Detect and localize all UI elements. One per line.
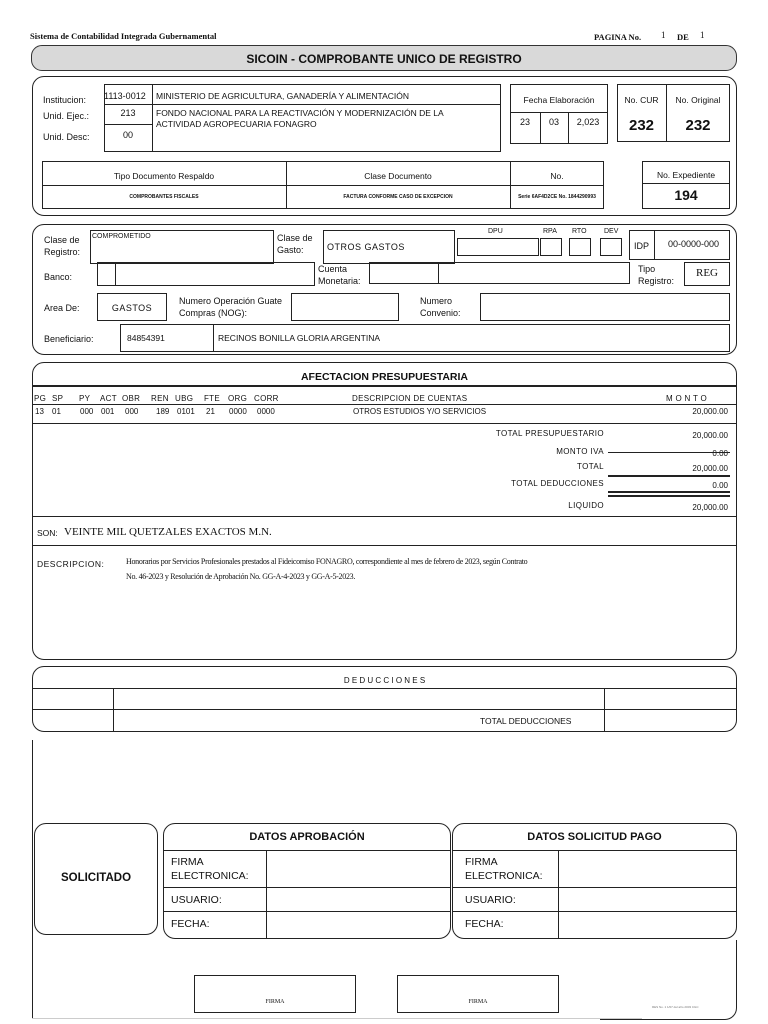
tipo-registro-label: Tipo Registro:: [638, 264, 675, 286]
original-number: 232: [685, 117, 711, 134]
total-label: TOTAL: [576, 462, 604, 471]
convenio-field: [480, 293, 730, 321]
area-value: GASTOS: [111, 303, 153, 313]
fecha-mes: 03: [548, 117, 559, 127]
firma-box-1: [194, 975, 356, 1013]
fecha-dia: 23: [519, 117, 530, 127]
col-header: ACT: [100, 394, 117, 403]
cuenta-field: [369, 262, 630, 284]
total-label: TOTAL DEDUCCIONES: [511, 479, 604, 488]
total-value: 0.00: [712, 449, 728, 458]
page-total: 1: [700, 30, 705, 40]
col-header: UBG: [175, 394, 194, 403]
col-header: FTE: [204, 394, 221, 403]
col-header: ORG: [228, 394, 248, 403]
row-cell: 189: [156, 407, 170, 416]
cur-number: 232: [628, 117, 655, 134]
clase-doc: FACTURA CONFORME CASO DE EXCEPCION: [343, 194, 453, 200]
col-header: PG: [34, 394, 47, 403]
pago-fecha-label: FECHA:: [465, 918, 504, 930]
total-label: LIQUIDO: [568, 501, 604, 510]
aprobacion-firma-label: FIRMA ELECTRONICA:: [171, 856, 249, 882]
row-cell: 0101: [177, 407, 195, 416]
col-header: OBR: [122, 394, 141, 403]
aprobacion-usuario-label: USUARIO:: [171, 894, 222, 906]
afectacion-title: AFECTACION PRESUPUESTARIA: [300, 371, 469, 383]
banco-label: Banco:: [44, 272, 73, 282]
convenio-label: Numero Convenio:: [420, 296, 461, 318]
page-title: SICOIN - COMPROBANTE UNICO DE REGISTRO: [246, 52, 522, 66]
deducciones-title: D E D U C C I O N E S: [343, 676, 426, 685]
total-value: 20,000.00: [692, 431, 728, 440]
aprobacion-fecha-label: FECHA:: [171, 918, 210, 930]
row-cell: 13: [35, 407, 44, 416]
footer-note: RES No. 1 1/07 del año 2003 CGC: [652, 1005, 699, 1009]
row-cell: 20,000.00: [692, 407, 728, 416]
row-cell: 000: [125, 407, 139, 416]
clase-gasto-label: Clase de Gasto:: [277, 233, 313, 255]
clase-doc-label: Clase Documento: [364, 171, 432, 181]
col-header: SP: [52, 394, 64, 403]
nog-label: Numero Operación Guate Compras (NOG):: [179, 296, 283, 318]
col-header: CORR: [254, 394, 279, 403]
firma-label-1: FIRMA: [265, 999, 285, 1005]
beneficiario-label: Beneficiario:: [44, 334, 94, 344]
area-label: Area De:: [44, 303, 80, 313]
rto-label: RTO: [572, 228, 587, 235]
total-value: 0.00: [712, 481, 728, 490]
firma-label-2: FIRMA: [468, 999, 488, 1005]
col-header: REN: [151, 394, 169, 403]
clase-registro-label: Clase de Registro:: [44, 235, 81, 257]
pago-usuario-label: USUARIO:: [465, 894, 516, 906]
row-cell: OTROS ESTUDIOS Y/O SERVICIOS: [353, 407, 487, 416]
total-value: 20,000.00: [692, 503, 728, 512]
system-name: Sistema de Contabilidad Integrada Gubernamental: [30, 31, 217, 41]
son-label: SON:: [37, 528, 58, 538]
page-label: PAGINA No.: [594, 32, 642, 42]
total-label: MONTO IVA: [556, 447, 604, 456]
clase-gasto-value: OTROS GASTOS: [327, 242, 405, 252]
fecha-anio: 2,023: [576, 117, 600, 127]
solicitado-label: SOLICITADO: [60, 872, 132, 884]
aprobacion-title: DATOS APROBACIÓN: [249, 831, 365, 843]
son-value: VEINTE MIL QUETZALES EXACTOS M.N.: [64, 526, 272, 538]
beneficiario-name: RECINOS BONILLA GLORIA ARGENTINA: [218, 333, 381, 343]
col-header: PY: [79, 394, 91, 403]
desc-code: 00: [122, 130, 133, 140]
dpu-field: [457, 238, 539, 256]
desc-label: Unid. Desc:: [43, 132, 90, 142]
page-number: 1: [661, 30, 666, 40]
pago-title: DATOS SOLICITUD PAGO: [527, 831, 662, 843]
rpa-label: RPA: [543, 228, 557, 235]
tipo-registro-value: REG: [696, 267, 718, 279]
institucion-label: Institucion:: [43, 95, 87, 105]
row-cell: 001: [101, 407, 115, 416]
row-cell: 000: [80, 407, 94, 416]
expediente-label: No. Expediente: [656, 170, 716, 180]
deducciones-total-label: TOTAL DEDUCCIONES: [480, 716, 572, 726]
expediente-number: 194: [674, 187, 698, 203]
col-header: DESCRIPCION DE CUENTAS: [352, 394, 468, 403]
clase-registro-value: COMPROMETIDO: [92, 233, 151, 240]
institucion-code: 1113-0012: [104, 91, 146, 101]
row-cell: 01: [52, 407, 61, 416]
original-label: No. Original: [675, 95, 721, 105]
page-of-label: DE: [677, 32, 689, 42]
row-cell: 21: [206, 407, 215, 416]
tipo-doc-label: Tipo Documento Respaldo: [113, 171, 215, 181]
total-label: TOTAL PRESUPUESTARIO: [495, 429, 604, 438]
cuenta-label: Cuenta Monetaria:: [318, 264, 361, 286]
descripcion-line2: No. 46-2023 y Resolución de Aprobación No. GG-A-4-2023 y GG-A-5-2023.: [126, 572, 356, 581]
dev-label: DEV: [604, 228, 619, 235]
idp-label: IDP: [634, 241, 650, 251]
row-cell: 0000: [257, 407, 275, 416]
doc-no: Serie 6AF4D2CE No. 1844290993: [518, 194, 596, 200]
descripcion-label: DESCRIPCION:: [37, 559, 105, 569]
beneficiario-id: 84854391: [127, 333, 165, 343]
row-cell: 0000: [229, 407, 247, 416]
firma-box-2: [397, 975, 559, 1013]
col-header: M O N T O: [666, 394, 708, 403]
doc-no-label: No.: [550, 171, 564, 181]
total-value: 20,000.00: [692, 464, 728, 473]
pago-firma-label: FIRMA ELECTRONICA:: [465, 856, 543, 882]
tipo-doc: COMPROBANTES FISCALES: [129, 194, 199, 200]
ejec-label: Unid. Ejec.:: [43, 111, 90, 121]
ejec-name: FONDO NACIONAL PARA LA REACTIVACIÓN Y MODERNIZACIÓN DE LA ACTIVIDAD AGROPECUARIA FONAGRO: [156, 108, 444, 129]
fecha-label: Fecha Elaboración: [523, 95, 595, 105]
nog-field: [291, 293, 399, 321]
banco-field: [97, 262, 315, 286]
dpu-label: DPU: [488, 228, 503, 235]
cur-label: No. CUR: [624, 95, 659, 105]
descripcion-line1: Honorarios por Servicios Profesionales prestados al Fideicomiso FONAGRO, correspondiente al mes de febrero de 2023, según Contrato: [126, 557, 528, 566]
idp-value: 00-0000-000: [668, 239, 720, 249]
institucion-name: MINISTERIO DE AGRICULTURA, GANADERÍA Y ALIMENTACIÓN: [156, 91, 410, 101]
ejec-code: 213: [120, 108, 136, 118]
